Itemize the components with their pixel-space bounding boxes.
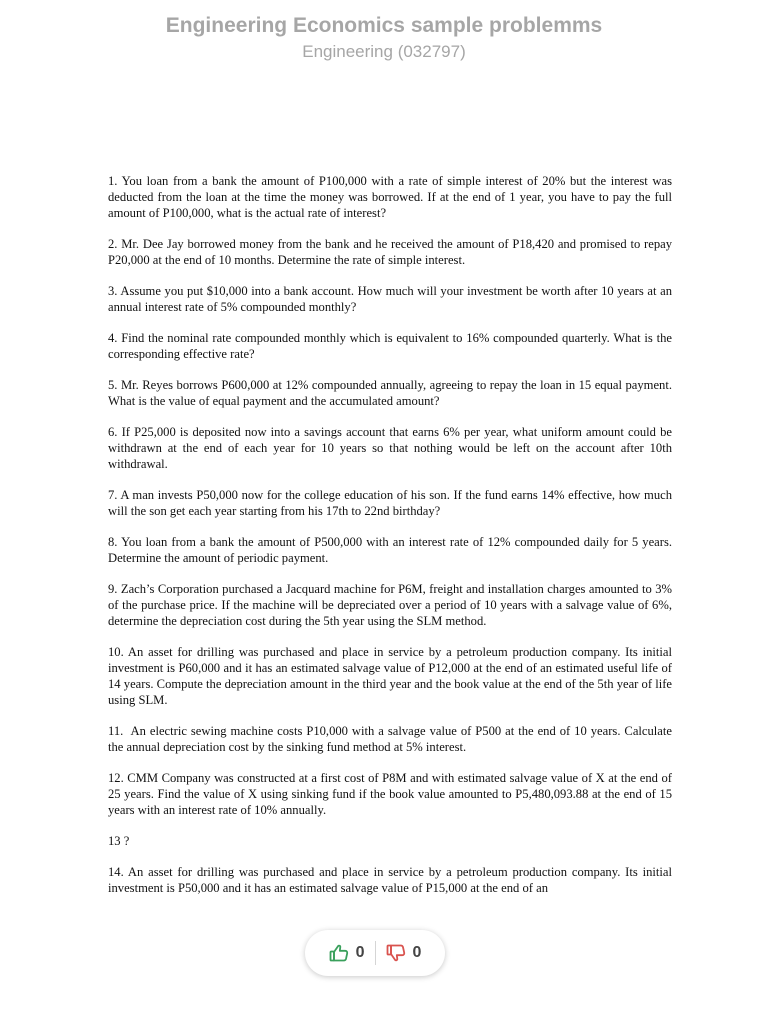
thumbs-up-icon: [329, 944, 349, 962]
document-body: [108, 173, 676, 911]
problem-paragraph: 4. Find the nominal rate compounded monthly which is equivalent to 16% compounded quarterly. What is the corresponding effective rate?: [108, 331, 676, 361]
thumbs-down-icon: [386, 944, 406, 962]
problem-paragraph: 8. You loan from a bank the amount of P500,000 with an interest rate of 12% compounded daily for 5 years. Determine the amount of periodic payment.: [108, 535, 676, 565]
problem-paragraph: 13 ?: [108, 834, 130, 848]
problem-paragraph: 12. CMM Company was constructed at a first cost of P8M and with estimated salvage value of X at the end of 25 years. Find the value of X using sinking fund if the book value amounted to P5,480,093.88 at the end of 15 years with an interest rate of 10% annually.: [108, 771, 676, 817]
problem-paragraph: 11. An electric sewing machine costs P10,000 with a salvage value of P500 at the end of 10 years. Calculate the annual depreciation cost by the sinking fund method at 5% interest.: [108, 724, 676, 754]
problem-paragraph: 2. Mr. Dee Jay borrowed money from the bank and he received the amount of P18,420 and promised to repay P20,000 at the end of 10 months. Determine the rate of simple interest.: [108, 237, 676, 267]
problem-paragraph: 5. Mr. Reyes borrows P600,000 at 12% compounded annually, agreeing to repay the loan in 15 equal payment. What is the value of equal payment and the accumulated amount?: [108, 378, 675, 408]
problem-paragraph: 7. A man invests P50,000 now for the college education of his son. If the fund earns 14% effective, how much will the son get each year starting from his 17th to 22nd birthday?: [108, 488, 676, 518]
document-header: [0, 12, 768, 64]
downvote-count: 0: [412, 944, 422, 961]
problem-paragraph: 9. Zach’s Corporation purchased a Jacquard machine for P6M, freight and installation charges amounted to 3% of the purchase price. If the machine will be depreciated over a period of 10 years with a salvage value of 6%, determine the depreciation cost during the 5th year using the SLM method.: [108, 582, 676, 628]
problem-paragraph: 10. An asset for drilling was purchased and place in service by a petroleum production company. Its initial investment is P60,000 and it has an estimated salvage value of P12,000 at the end of an estimated useful life of 14 years. Compute the depreciation amount in the third year and the book value at the end of the 5th year of life using SLM.: [108, 645, 676, 707]
problem-paragraph: 6. If P25,000 is deposited now into a savings account that earns 6% per year, what uniform amount could be withdrawn at the end of each year for 10 years so that nothing would be left on the account after 10th withdrawal.: [108, 425, 676, 471]
problem-paragraph: 1. You loan from a bank the amount of P100,000 with a rate of simple interest of 20% but the interest was deducted from the loan at the time the money was borrowed. If at the end of 1 year, you have to pay the full amount of P100,000, what is the actual rate of interest?: [108, 174, 676, 220]
upvote-count: 0: [355, 944, 365, 961]
vote-bar: [305, 930, 445, 976]
document-title: Engineering Economics sample problemms: [165, 14, 603, 37]
problem-paragraph: 14. An asset for drilling was purchased and place in service by a petroleum production company. Its initial investment is P50,000 and it has an estimated salvage value of P15,000 at the end of an: [108, 865, 676, 895]
course-subtitle: Engineering (032797): [302, 42, 466, 61]
upvote-button[interactable]: [319, 944, 375, 962]
downvote-button[interactable]: [376, 944, 432, 962]
problem-paragraph: 3. Assume you put $10,000 into a bank account. How much will your investment be worth after 10 years at an annual interest rate of 5% compounded monthly?: [108, 284, 676, 314]
